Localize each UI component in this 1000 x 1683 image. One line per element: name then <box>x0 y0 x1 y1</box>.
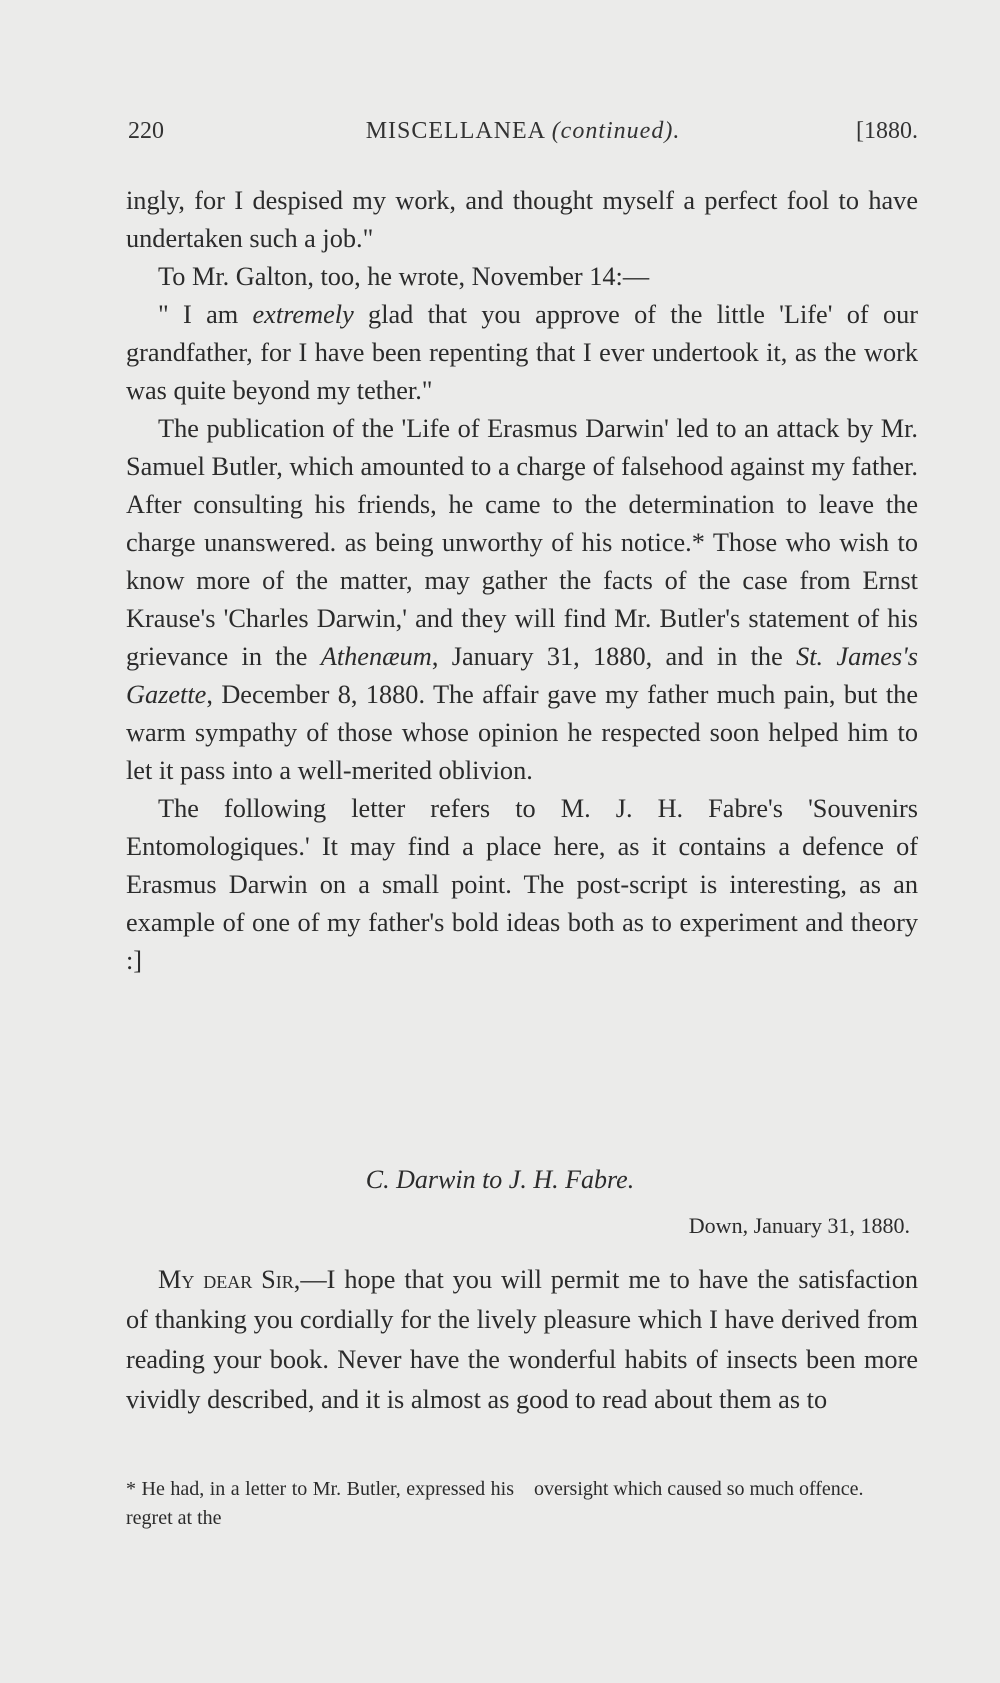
quote-part-1: " I am <box>158 300 253 329</box>
running-title <box>128 118 918 145</box>
athenaeum-title: Athenæum <box>320 642 432 671</box>
butler-part-1: The publication of the 'Life of Erasmus Darwin' led to an attack by Mr. Samuel Butler, which amounted to a charge of falsehood against my father. After consulting his friends, he came to the determination to leave the charge unanswered. as being unworthy of his notice.* Those who wish to know more of the matter, may gather the facts of the case from Ernst Krause's 'Charles Darwin,' and they will find Mr. Butler's statement of his grievance in the <box>126 414 918 671</box>
paragraph-butler <box>126 410 918 790</box>
footnote-column-right: oversight which caused so much offence. <box>534 1478 864 1500</box>
running-title-text: MISCELLANEA <box>365 118 552 144</box>
main-text <box>126 182 918 980</box>
letter-heading: C. Darwin to J. H. Fabre. <box>365 1165 635 1194</box>
footnote-column-left: * He had, in a letter to Mr. Butler, expressed his regret at the <box>126 1478 514 1529</box>
quote-emphasis: extremely <box>252 300 354 329</box>
butler-part-3: , December 8, 1880. The affair gave my father much pain, but the warm sympathy of those whose opinion he respected soon helped him to let it pass into a well-merited oblivion. <box>126 680 918 785</box>
letter-body <box>126 1260 918 1420</box>
running-header <box>128 118 918 158</box>
letter-salutation: My dear Sir, <box>158 1265 301 1294</box>
gazette-title: St. James's Gazette <box>126 642 919 709</box>
letter-dateline: Down, January 31, 1880. <box>688 1213 910 1238</box>
page-number: 220 <box>128 118 164 144</box>
running-title-italic: (continued). <box>551 118 681 144</box>
paragraph-fabre: The following letter refers to M. J. H. Fabre's 'Souvenirs Entomologiques.' It may find a place here, as it contains a defence of Erasmus Darwin on a small point. The post-script is interesting, as an example of one of my father's bold ideas both as to experiment and theory :] <box>126 794 918 975</box>
letter-text: —I hope that you will permit me to have the satisfaction of thanking you cordially for the lively pleasure which I have derived from reading your book. Never have the wonderful habits of insects been more vividly described, and it is almost as good to read about them as to <box>126 1265 918 1414</box>
letter-paragraph <box>126 1260 918 1420</box>
butler-part-2: , January 31, 1880, and in the <box>431 642 797 671</box>
quote-part-2: glad that you approve of the little 'Life' of our grandfather, for I have been repenting that I ever undertook it, as the work was quite beyond my tether." <box>126 300 919 405</box>
paragraph-continued: ingly, for I despised my work, and thought myself a perfect fool to have undertaken such a job." <box>126 186 918 253</box>
header-year: [1880. <box>856 118 918 144</box>
paragraph-galton: To Mr. Galton, too, he wrote, November 14:— <box>158 262 650 291</box>
paragraph-quote <box>126 296 918 410</box>
